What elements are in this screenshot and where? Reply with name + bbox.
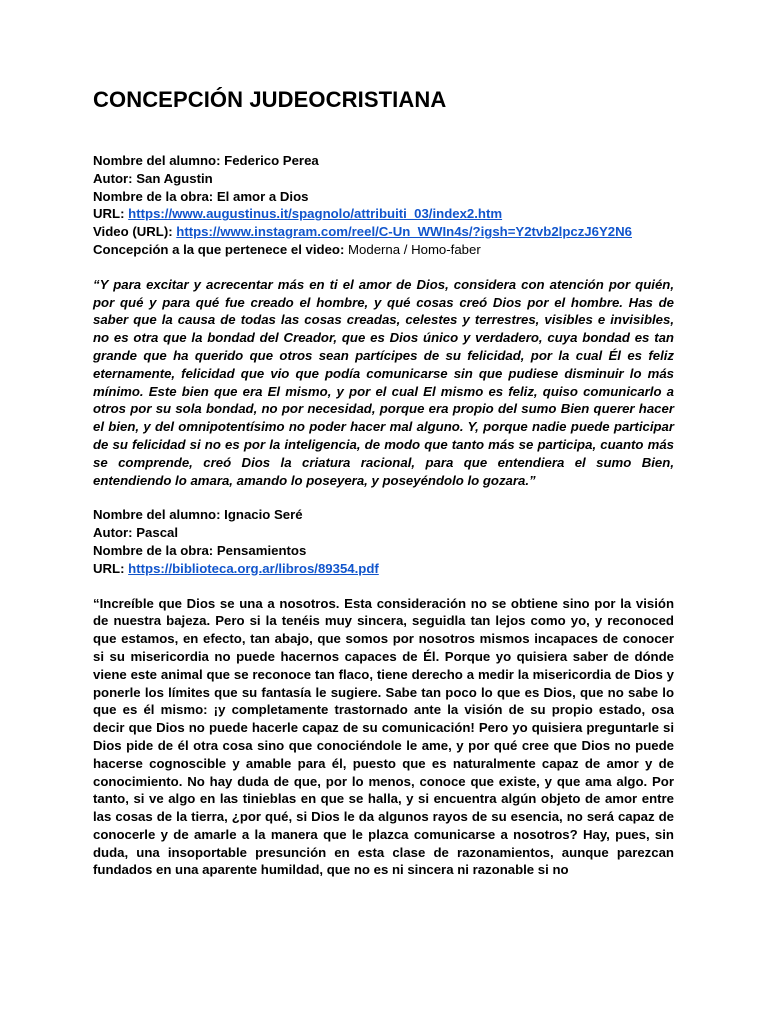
url-link[interactable]: https://www.augustinus.it/spagnolo/attribuiti_03/index2.htm xyxy=(128,206,503,222)
url-label: URL: xyxy=(93,206,125,222)
document-content xyxy=(93,86,674,879)
work-name: Pensamientos xyxy=(216,542,307,558)
video-link[interactable]: https://www.instagram.com/reel/C-Un_WWIn4s/?igsh=Y2tvb2lpczJ6Y2N6 xyxy=(176,224,632,240)
entry-2-student-line xyxy=(93,506,674,524)
work-name: El amor a Dios xyxy=(216,188,309,204)
entry-2-work-line xyxy=(93,542,674,560)
author-name: Pascal xyxy=(136,525,179,541)
entry-1-quote: “Y para excitar y acrecentar más en ti el amor de Dios, considera con atención por quién, por qué y para qué fue creado el hombre, y qué cosas creó Dios por el hombre. Has de saber que la causa de todas las cosas creadas, celestes y terrestres, visibles e invisibles, no es otra que la bondad del Creador, que es Dios único y verdadero, cuya bondad es tan grande que ha querido que otros sean partícipes de su felicidad, por la cual Él es feliz eternamente, felicidad que vio que podía comunicarse sin que pudiese disminuir lo más mínimo. Este bien que era El mismo, y por el cual El mismo es feliz, quiso comunicarlo a otros por su sola bondad, no por necesidad, porque era propio del sumo Bien querer hacer el bien, y del omnipotentísimo no poder hacer mal alguno. Y, porque nadie puede participar de su felicidad si no es por la inteligencia, de modo que tanto más se participa, cuanto más se comprende, creó Dios la criatura racional, para que entendiera el sumo Bien, entendiendo lo amara, amando lo poseyera, y poseyéndolo lo gozara.” xyxy=(93,276,674,488)
work-label: Nombre de la obra: xyxy=(93,542,214,558)
url-label: URL: xyxy=(93,560,125,576)
conception-value: Moderna / Homo-faber xyxy=(348,241,481,257)
entry-2-author-line xyxy=(93,524,674,542)
entry-1-video-line xyxy=(93,223,674,241)
author-label: Autor: xyxy=(93,170,133,186)
student-label: Nombre del alumno: xyxy=(93,153,221,168)
entry-1-url-line xyxy=(93,205,674,223)
entry-1-student-line xyxy=(93,152,674,170)
entry-2-meta xyxy=(93,506,674,577)
student-name: Federico Perea xyxy=(224,153,319,168)
author-name: San Agustin xyxy=(136,170,213,186)
url-link[interactable]: https://biblioteca.org.ar/libros/89354.pdf xyxy=(128,560,379,576)
entry-2-quote: “Increíble que Dios se una a nosotros. Esta consideración no se obtiene sino por la visión de nuestra bajeza. Pero si la tenéis muy sincera, seguidla tan lejos como yo, y reconoced que estamos, en efecto, tan abajo, que somos por nosotros mismos incapaces de conocer si su misericordia no puede hacernos capaces de Él. Porque yo quisiera saber de dónde viene este animal que se reconoce tan flaco, tiene derecho a medir la misericordia de Dios y ponerle los límites que su fantasía le sugiere. Sabe tan poco lo que es Dios, que no sabe lo que es él mismo: ¡y completamente trastornado ante la visión de su propio estado, osa decir que Dios no puede hacerle capaz de su comunicación! Pero yo quisiera preguntarle si Dios pide de él otra cosa sino que conociéndole le ame, y por qué cree que Dios no puede hacerse cognoscible y amable para él, puesto que es naturalmente capaz de amor y de conocimiento. No hay duda de que, por lo menos, conoce que existe, y que ama algo. Por tanto, si ve algo en las tinieblas en que se halla, y si encuentra algún objeto de amor entre las cosas de la tierra, ¿por qué, si Dios le da algunos rayos de su esencia, no será capaz de conocerle y de amarle a la manera que le plazca comunicarse a nosotros? Hay, pues, sin duda, una insoportable presunción en esta clase de razonamientos, aunque parezcan fundados en una aparente humildad, que no es ni sincera ni razonable si no xyxy=(93,595,674,878)
student-name: Ignacio Seré xyxy=(224,507,303,523)
student-label: Nombre del alumno: xyxy=(93,507,221,523)
author-label: Autor: xyxy=(93,525,133,541)
entry-1-conception-line xyxy=(93,241,674,259)
video-label: Video (URL): xyxy=(93,224,173,240)
page-title: CONCEPCIÓN JUDEOCRISTIANA xyxy=(93,87,447,112)
entry-1-author-line xyxy=(93,170,674,188)
entry-2-url-line xyxy=(93,560,674,578)
conception-label: Concepción a la que pertenece el video: xyxy=(93,241,345,257)
entry-1-meta xyxy=(93,152,674,259)
work-label: Nombre de la obra: xyxy=(93,188,214,204)
entry-1-work-line xyxy=(93,188,674,206)
